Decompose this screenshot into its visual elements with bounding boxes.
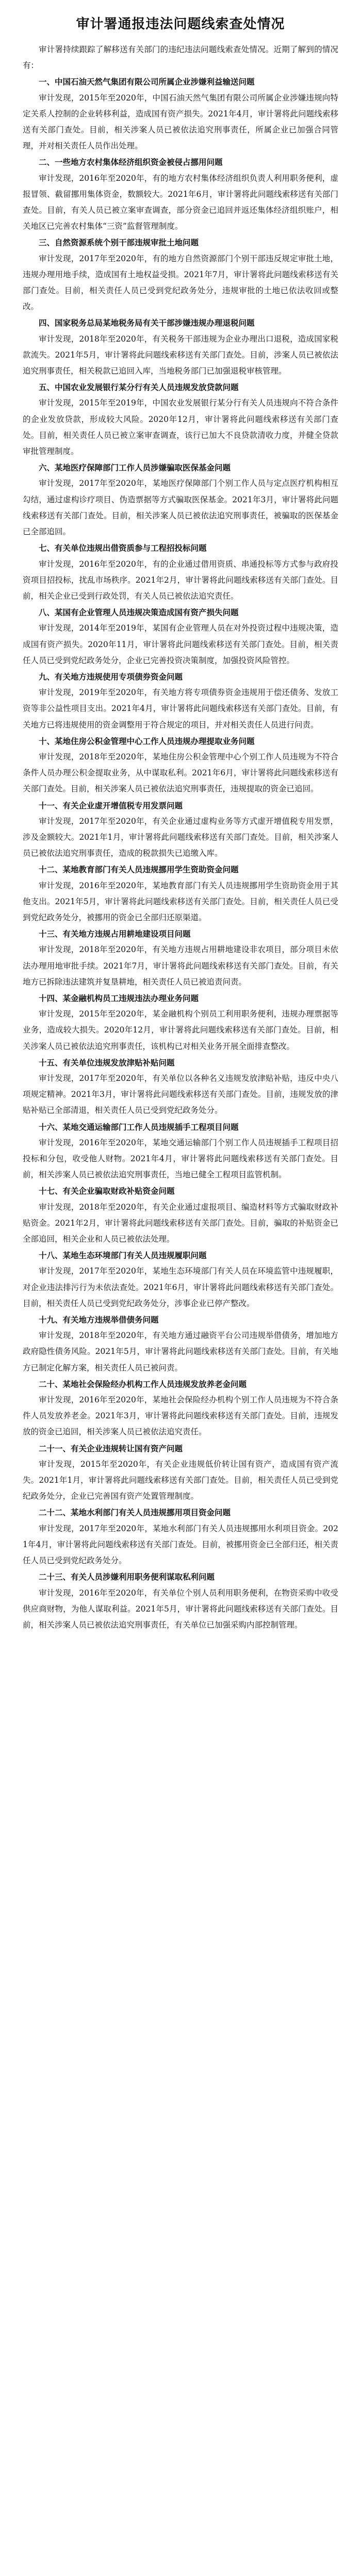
case-section bbox=[23, 1504, 338, 1569]
case-heading: 七、有关单位违规出借资质参与工程招投标问题 bbox=[39, 543, 207, 553]
case-heading: 二十一、有关企业违规转让国有资产问题 bbox=[39, 1443, 183, 1453]
case-body: 审计发现，2015年至2020年，某金融机构个别员工利用职务便利，违规办理票据等业务，造成较大损失。2020年12月，审计署将此问题线索移送有关部门查处。目前，相关涉案人员已被依法追究刑事责任，该机构已对相关业务开展全面排查整改。 bbox=[23, 1009, 338, 1051]
case-body: 审计发现，2015年至2020年，有关企业违规低价转让国有资产，造成国有资产流失。2021年1月，审计署将此问题线索移送有关部门查处。目前，相关责任人员已受到党纪政务处分，企业已完善国有资产处置管理制度。 bbox=[23, 1459, 338, 1501]
document-title: 审计署通报违法问题线索查处情况 bbox=[76, 16, 285, 32]
case-body: 审计发现，2016年至2020年，某地交通运输部门个别工作人员违规插手工程项目招投标和分包，收受他人财物。2021年4月，审计署将此问题线索移送有关部门查处。目前，相关涉案人员已被依法追究刑事责任，当地已健全工程项目监管机制。 bbox=[23, 1138, 338, 1180]
case-heading: 十三、有关地方违规占用耕地建设项目问题 bbox=[39, 929, 191, 939]
case-section bbox=[23, 1247, 338, 1312]
case-body: 审计发现，2017年至2020年，某地生态环境部门有关人员在环境监管中违规履职，对企业违法排污行为未依法查处。2021年6月，审计署将此问题线索移送有关部门查处。目前，相关责任人员已受到党纪政务处分，涉事企业已停产整改。 bbox=[23, 1266, 338, 1308]
case-body: 审计发现，2016年至2020年，某地社会保险经办机构个别工作人员违规为不符合条件人员发放养老金。2021年3月，审计署将此问题线索移送有关部门查处。目前，违规发放的资金已追回，相关涉案人员已被依法追究责任。 bbox=[23, 1395, 338, 1437]
case-heading: 十九、有关地方违规举借债务问题 bbox=[39, 1315, 159, 1325]
case-body: 审计发现，2016年至2020年，有关单位个别人员利用职务便利，在物资采购中收受供应商财物，为他人谋取利益。2021年5月，审计署将此问题线索移送有关部门查处。目前，相关涉案人员已被依法追究刑事责任，有关单位已加强采购内部控制管理。 bbox=[23, 1588, 338, 1630]
document-intro: 审计署持续跟踪了解移送有关部门的违纪违法问题线索查处情况。近期了解到的情况有： bbox=[23, 45, 338, 71]
case-heading: 十四、某金融机构员工违规违法办理业务问题 bbox=[39, 993, 199, 1003]
case-body: 审计发现，2016年至2020年，某地教育部门有关人员违规挪用学生资助资金用于其他支出。2021年5月，审计署将此问题线索移送有关部门查处。目前，相关责任人员已受到党纪政务处分，被挪用的资金已全部归还原渠道。 bbox=[23, 880, 338, 922]
case-heading: 十二、某地教育部门有关人员违规挪用学生资助资金问题 bbox=[39, 865, 239, 875]
case-list bbox=[23, 74, 338, 1633]
case-heading: 十八、某地生态环境部门有关人员违规履职问题 bbox=[39, 1250, 207, 1261]
case-body: 审计发现，2014年至2019年，某国有企业管理人员在对外投资过程中违规决策，造成国有资产损失。2020年11月，审计署将此问题线索移送有关部门查处。目前，相关责任人员已受到党纪政务处分，企业已完善投资决策制度，加强投资风险管控。 bbox=[23, 623, 338, 665]
case-body: 审计发现，2018年至2020年，有关地方通过融资平台公司违规举借债务，增加地方政府隐性债务风险。2021年5月，审计署将此问题线索移送有关部门查处。目前，有关地方已制定化解方案，相关责任人员已被问责。 bbox=[23, 1331, 338, 1372]
case-body: 审计发现，2017年至2020年，有关单位以各种名义违规发放津贴补贴，违反中央八项规定精神。2021年3月，审计署将此问题线索移送有关部门查处。目前，违规发放的津贴补贴已全部清退，相关责任人员已受到党纪政务处分。 bbox=[23, 1074, 338, 1115]
case-section bbox=[23, 669, 338, 733]
case-body: 审计发现，2016年至2020年，有的企业通过借用资质、串通投标等方式参与政府投资项目招投标，扰乱市场秩序。2021年2月，审计署将此问题线索移送有关部门查处。目前，相关企业已受到行政处罚，有关人员已被依法追究责任。 bbox=[23, 559, 338, 601]
case-body: 审计发现，2016年至2020年，有的地方农村集体经济组织负责人利用职务便利，虚报冒领、截留挪用集体资金，数额较大。2021年6月，审计署将此问题线索移送有关部门查处。目前，有关人员已被立案审查调查，部分资金已追回并返还集体经济组织账户，相关地区已完善农村集体“三资”监督管理制度。 bbox=[23, 173, 338, 231]
case-body: 审计发现，2015年至2019年，中国农业发展银行某分行有关人员违规向不符合条件的企业发放贷款，形成较大风险。2020年12月，审计署将此问题线索移送有关部门查处。目前，相关责任人员已被立案审查调查，该行已加大不良贷款清收力度，并健全贷款审批管理制度。 bbox=[23, 398, 338, 456]
case-section bbox=[23, 861, 338, 926]
case-body: 审计发现，2018年至2020年，某地住房公积金管理中心个别工作人员违规为不符合条件人员办理公积金提取业务，从中谋取私利。2021年6月，审计署将此问题线索移送有关部门查处。目前，相关涉案人员已被依法追究刑事责任，违规提取的资金已追回。 bbox=[23, 752, 338, 794]
case-body: 审计发现，2017年至2020年，有关企业通过虚构业务等方式虚开增值税专用发票，涉及金额较大。2021年1月，审计署将此问题线索移送有关部门查处。目前，相关涉案人员已被依法追究刑事责任，造成的税款损失已追缴入库。 bbox=[23, 816, 338, 858]
case-section bbox=[23, 604, 338, 669]
case-section bbox=[23, 154, 338, 234]
case-section bbox=[23, 990, 338, 1055]
case-section bbox=[23, 234, 338, 315]
case-heading: 十、某地住房公积金管理中心工作人员违规办理提取业务问题 bbox=[39, 736, 255, 746]
case-section bbox=[23, 1055, 338, 1119]
case-section bbox=[23, 1119, 338, 1183]
case-heading: 十六、某地交通运输部门工作人员违规插手工程项目问题 bbox=[39, 1122, 239, 1132]
case-section bbox=[23, 798, 338, 862]
case-section bbox=[23, 1376, 338, 1440]
case-heading: 八、某国有企业管理人员违规决策造成国有资产损失问题 bbox=[39, 607, 239, 618]
case-section bbox=[23, 926, 338, 990]
case-heading: 二、一些地方农村集体经济组织资金被侵占挪用问题 bbox=[39, 157, 223, 167]
case-heading: 十七、有关企业骗取财政补贴资金问题 bbox=[39, 1186, 175, 1196]
case-heading: 四、国家税务总局某地税务局有关干部涉嫌违规办理退税问题 bbox=[39, 318, 255, 328]
case-heading: 十一、有关企业虚开增值税专用发票问题 bbox=[39, 800, 183, 810]
case-section bbox=[23, 1183, 338, 1247]
case-section bbox=[23, 540, 338, 604]
case-body: 审计发现，2018年至2020年，有关地方违规占用耕地建设非农项目，部分项目未依法办理用地审批手续。2021年7月，审计署将此问题线索移送有关部门查处。目前，有关地方已拆除违法建筑并复垦耕地，相关责任人员已被追责问责。 bbox=[23, 945, 338, 987]
case-section bbox=[23, 460, 338, 540]
case-heading: 九、有关地方违规使用专项债券资金问题 bbox=[39, 671, 183, 682]
case-section bbox=[23, 1569, 338, 1633]
case-heading: 二十、某地社会保险经办机构工作人员违规发放养老金问题 bbox=[39, 1379, 247, 1389]
case-heading: 五、中国农业发展银行某分行有关人员违规发放贷款问题 bbox=[39, 382, 239, 393]
case-heading: 十五、有关单位违规发放津贴补贴问题 bbox=[39, 1057, 175, 1067]
case-body: 审计发现，2018年至2020年，有关企业通过虚报项目、编造材料等方式骗取财政补贴资金。2021年2月，审计署将此问题线索移送有关部门查处。目前，骗取的补贴资金已全部追回，相关企业和人员已被依法处理。 bbox=[23, 1202, 338, 1244]
case-heading: 一、中国石油天然气集团有限公司所属企业涉嫌利益输送问题 bbox=[39, 77, 255, 87]
case-body: 审计发现，2017年至2020年，某地水利部门有关人员违规挪用水利项目资金。2021年4月，审计署将此问题线索移送有关部门查处。目前，被挪用资金已全部归还，相关责任人员已受到党纪政务处分。 bbox=[23, 1523, 338, 1566]
case-section bbox=[23, 379, 338, 460]
case-section bbox=[23, 74, 338, 154]
case-section bbox=[23, 1312, 338, 1376]
case-heading: 三、自然资源系统个别干部违规审批土地问题 bbox=[39, 238, 199, 248]
case-heading: 二十二、某地水利部门有关人员违规挪用项目资金问题 bbox=[39, 1507, 231, 1518]
case-body: 审计发现，2015年至2020年，中国石油天然气集团有限公司所属企业涉嫌违规向特定关系人控制的企业转移利益，造成国有资产损失。2021年4月，审计署将此问题线索移送有关部门查处。目前，相关涉案人员已被依法追究刑事责任，所属企业已加强合同管理，并对相关责任人员作出处理。 bbox=[23, 93, 338, 151]
case-body: 审计发现，2019年至2020年，有关地方将专项债券资金违规用于偿还债务、发放工资等非公益性项目支出。2021年4月，审计署将此问题线索移送有关部门查处。目前，有关地方已将违规使用的资金调整用于符合规定的项目，并对相关责任人员进行问责。 bbox=[23, 688, 338, 730]
case-heading: 二十三、有关人员涉嫌利用职务便利谋取私利问题 bbox=[39, 1572, 215, 1582]
case-body: 审计发现，2018年至2020年，有关税务干部违规为企业办理出口退税，造成国家税款流失。2021年5月，审计署将此问题线索移送有关部门查处。目前，涉案人员已被依法追究刑事责任，相关税款已追回入库，当地税务部门已加强退税审核管理。 bbox=[23, 334, 338, 376]
case-body: 审计发现，2017年至2020年，某地医疗保障部门个别工作人员与定点医疗机构相互勾结，通过虚构诊疗项目、伪造票据等方式骗取医保基金。2021年3月，审计署将此问题线索移送有关部门查处。目前，相关涉案人员已被依法追究刑事责任，被骗取的医保基金已全部追回。 bbox=[23, 479, 338, 537]
case-section bbox=[23, 733, 338, 798]
case-section bbox=[23, 1440, 338, 1505]
case-section bbox=[23, 315, 338, 379]
case-body: 审计发现，2017年至2020年，有的地方自然资源部门个别干部违反规定审批土地，违规办理用地手续，造成国有土地权益受损。2021年7月，审计署将此问题线索移送有关部门查处。目前，相关责任人员已受到党纪政务处分，违规审批的土地已依法收回或整改。 bbox=[23, 253, 338, 312]
case-heading: 六、某地医疗保障部门工作人员涉嫌骗取医保基金问题 bbox=[39, 463, 231, 473]
